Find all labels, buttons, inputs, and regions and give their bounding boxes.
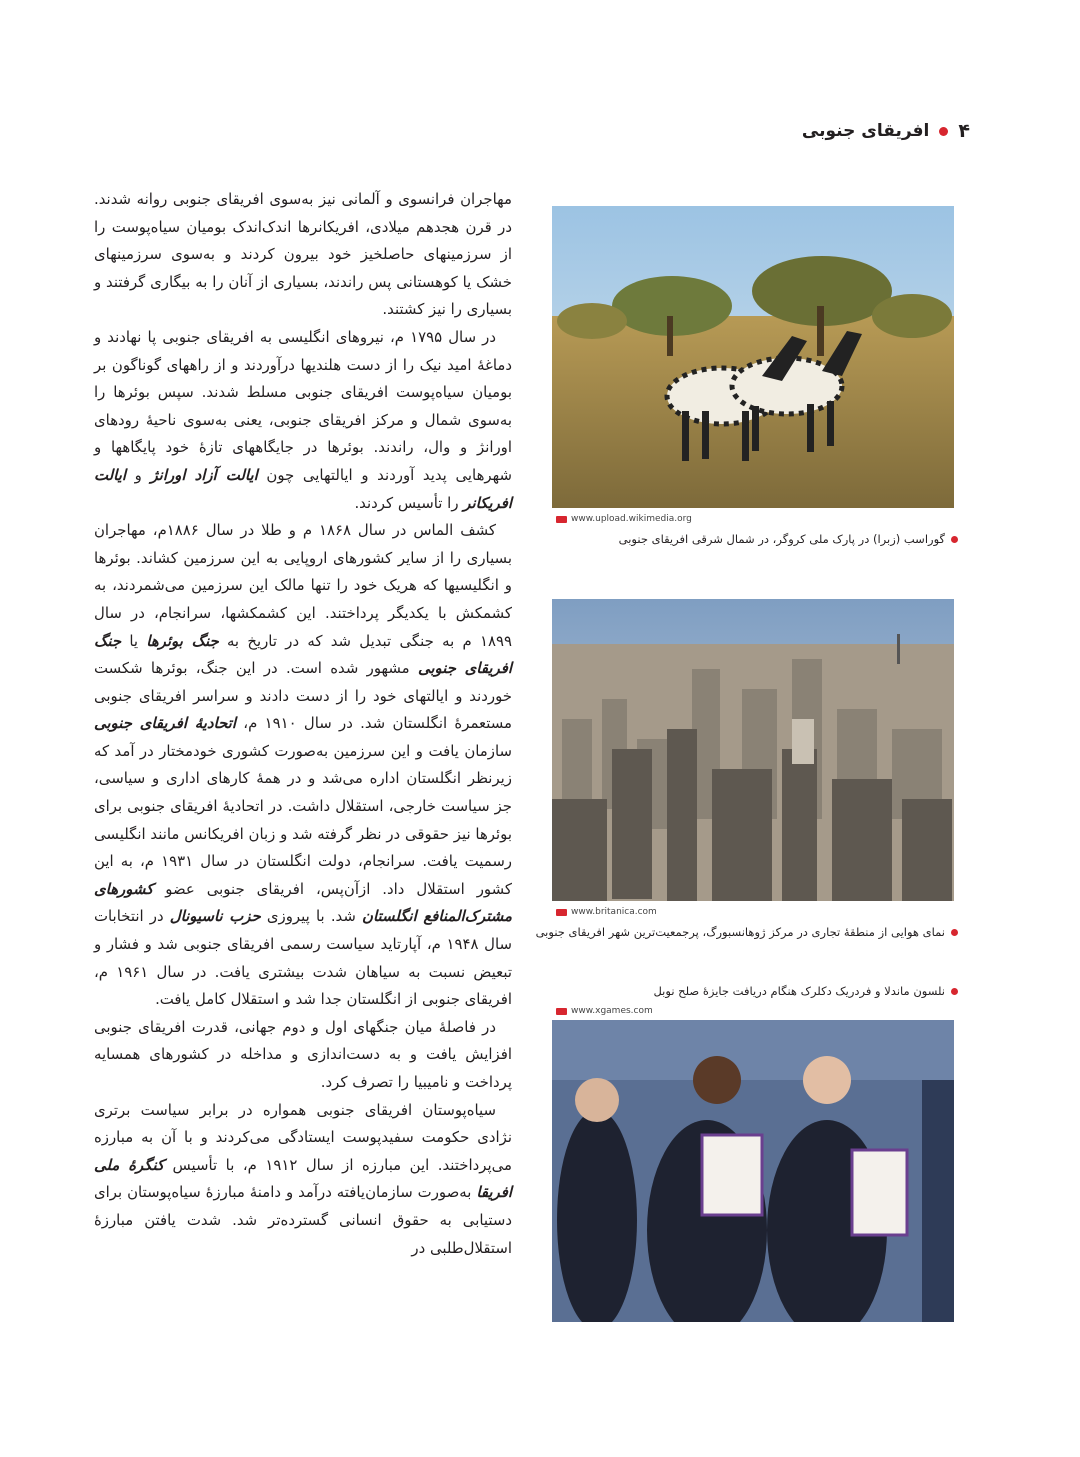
camera-icon xyxy=(556,516,567,523)
caption-bullet xyxy=(951,929,958,936)
paragraph: مهاجران فرانسوی و آلمانی نیز به‌سوی افریقای جنوبی روانه شدند. در قرن هجدهم میلادی، افریکانرها اندک‌اندک بومیان سیاه‌پوست را از سرزمینهای حاصلخیز خود بیرون کردند و به‌سوی سرزمینهای خشک یا کوهستانی پس راندند، بسیاری از آنان را به بیگاری گرفتند و بسیاری را نیز کشتند. xyxy=(94,190,512,319)
camera-icon xyxy=(556,1008,567,1015)
emphasized-term: ایالت افریکانر xyxy=(94,465,512,512)
emphasized-term: کشورهای مشترک‌المنافع انگلستان xyxy=(94,879,512,926)
nobel-ceremony-photo xyxy=(552,1020,954,1322)
header-bullet xyxy=(939,127,948,136)
emphasized-term: جنگ بوئرها xyxy=(146,631,219,650)
emphasized-term: کنگرهٔ ملی افریقا xyxy=(94,1155,512,1202)
zebra-photo xyxy=(552,206,954,508)
city-caption xyxy=(536,925,958,939)
caption-text: نلسون ماندلا و فردریک دکلرک هنگام دریافت جایزهٔ صلح نوبل xyxy=(653,984,945,998)
caption-text: نمای هوایی از منطقهٔ تجاری در مرکز ژوهانسبورگ، پرجمعیت‌ترین شهر افریقای جنوبی xyxy=(535,925,945,939)
chapter-title: افریقای جنوبی xyxy=(801,121,930,141)
nobel-caption xyxy=(653,984,958,998)
nobel-photo-source xyxy=(556,1006,653,1016)
paragraph: سیاه‌پوستان افریقای جنوبی همواره در برابر سیاست برتری نژادی حکومت سفیدپوست ایستادگی می‌کردند و با آن به مبارزه می‌پرداختند. این مبارزه از سال ۱۹۱۲ م، با تأسیس کنگرهٔ ملی افریقا به‌صورت سازمان‌یافته درآمد و دامنهٔ مبارزهٔ سیاه‌پوستان برای دستیابی به حقوق انسانی گسترده‌تر شد. شدت یافتن مبارزهٔ استقلال‌طلبی در xyxy=(94,1100,512,1257)
page-header xyxy=(780,116,970,146)
paragraph: در سال ۱۷۹۵ م، نیروهای انگلیسی به افریقای جنوبی پا نهادند و دماغهٔ امید نیک را از دست هلندیها درآوردند و از راههای گوناگون بر بومیان سیاه‌پوست افریقای جنوبی مسلط شدند. سپس بوئرها را به‌سوی شمال و مرکز افریقای جنوبی، یعنی به‌سوی ناحیهٔ رودهای اورانژ و وال، راندند. بوئرها در جایگاههای تازهٔ خود پایگاهها و شهرهایی پدید آوردند و ایالتهایی چون ایالت آزاد اورانژ و ایالت افریکانر را تأسیس کردند. xyxy=(94,327,512,512)
caption-bullet xyxy=(951,536,958,543)
johannesburg-photo xyxy=(552,599,954,901)
source-text: www.upload.wikimedia.org xyxy=(571,514,692,524)
emphasized-term: اتحادیهٔ افریقای جنوبی xyxy=(94,714,236,733)
caption-bullet xyxy=(951,988,958,995)
emphasized-term: حزب ناسیونال xyxy=(169,907,261,926)
zebra-photo-source xyxy=(556,514,692,524)
zebra-caption xyxy=(619,532,958,546)
caption-text: گورا‌سب (زبرا) در پارک ملی کروگر، در شمال شرقی افریقای جنوبی xyxy=(618,532,945,546)
camera-icon xyxy=(556,909,567,916)
emphasized-term: ایالت آزاد اورانژ xyxy=(150,465,258,484)
article-body xyxy=(94,186,512,1262)
emphasized-term: جنگ افریقای جنوبی xyxy=(94,631,512,678)
paragraph: در فاصلهٔ میان جنگهای اول و دوم جهانی، قدرت افریقای جنوبی افزایش یافت و به دست‌اندازی و مداخله در کشورهای همسایه پرداخت و نامیبیا را تصرف کرد. xyxy=(94,1017,512,1091)
page-number: ۴ xyxy=(958,120,970,142)
paragraph: کشف الماس در سال ۱۸۶۸ م و طلا در سال ۱۸۸۶م، مهاجران بسیاری را از سایر کشورهای اروپایی به این سرزمین کشاند. بوئرها و انگلیسیها که هریک خود را تنها مالک این سرزمین می‌شمردند، به کشمکش با یکدیگر پرداختند. این کشمکشها، سرانجام، در سال ۱۸۹۹ م به جنگی تبدیل شد که در تاریخ به جنگ بوئرها یا جنگ افریقای جنوبی مشهور شده است. در این جنگ، بوئرها شکست خوردند و ایالتهای خود را از دست دادند و سراسر افریقای جنوبی مستعمرهٔ انگلستان شد. در سال ۱۹۱۰ م، اتحادیهٔ افریقای جنوبی سازمان یافت و این سرزمین به‌صورت کشوری خودمختار در آمد که زیرنظر انگلستان اداره می‌شد و در همهٔ کارهای اداری و سیاسی، جز سیاست خارجی، استقلال داشت. در اتحادیهٔ افریقای جنوبی برای بوئرها نیز حقوقی در نظر گرفته شد و زبان افریکانس مانند انگلیسی رسمیت یافت. سرانجام، دولت انگلستان در سال ۱۹۳۱ م، به این کشور استقلال داد. ازآن‌پس، افریقای جنوبی عضو کشورهای مشترک‌المنافع انگلستان شد. با پیروزی حزب ناسیونال در انتخابات سال ۱۹۴۸ م، آپارتاید سیاست رسمی افریقای جنوبی شد و فشار و تبعیض نسبت به سیاهان شدت بیشتری یافت. در سال ۱۹۶۱ م، افریقای جنوبی از انگلستان جدا شد و استقلال کامل یافت. xyxy=(94,521,513,1009)
source-text: www.xgames.com xyxy=(571,1006,653,1016)
source-text: www.britanica.com xyxy=(571,907,657,917)
city-photo-source xyxy=(556,907,657,917)
